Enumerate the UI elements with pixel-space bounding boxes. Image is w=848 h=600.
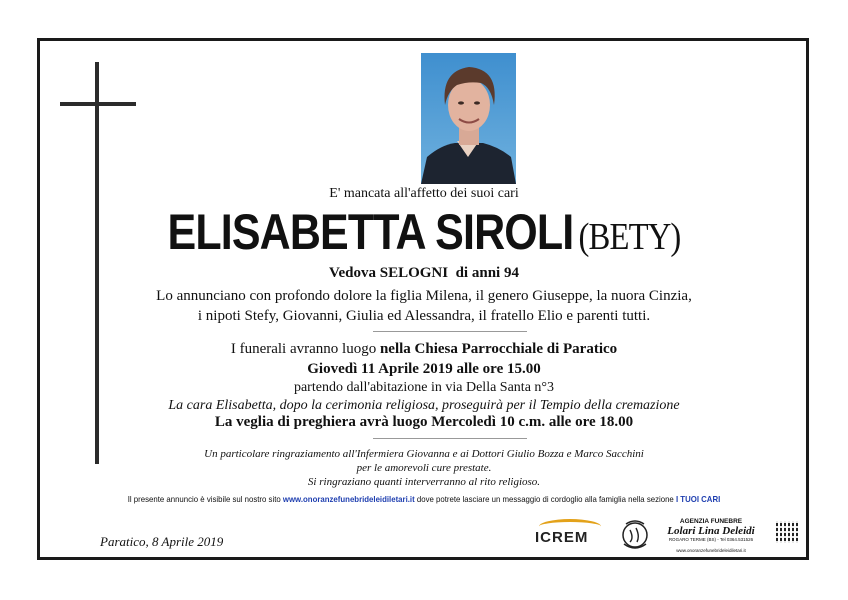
notice-prefix: Il presente annuncio è visibile sul nostro sito (127, 494, 283, 504)
funeral-departure: partendo dall'abitazione in via Della Santa n°3 (293, 380, 555, 395)
cross-horizontal-bar (60, 102, 136, 106)
agency-block (655, 518, 767, 542)
section-link[interactable]: I TUOI CARI (675, 494, 721, 504)
funeral-line-1 (0, 341, 848, 358)
website-link[interactable]: www.onoranzefunebrideleidiletari.it (282, 494, 415, 504)
deceased-full-name: ELISABETTA SIROLI (167, 204, 574, 260)
divider-top (373, 331, 527, 332)
thanks-line-3: Si ringraziano quanti interverranno al rito religioso. (307, 476, 541, 488)
cremation-note: La cara Elisabetta, dopo la cerimonia religiosa, proseguirà per il Tempio della cremazione (168, 398, 680, 413)
website-notice (34, 494, 814, 504)
agency-name: Lolari Lina Deleidi (667, 525, 755, 537)
icrem-logo-text: ICREM (535, 529, 589, 546)
agency-label: AGENZIA FUNEBRE (679, 518, 743, 525)
qr-code-pattern (776, 521, 798, 543)
notice-middle: dove potrete lasciare un messaggio di cordoglio alla famiglia nella sezione (414, 494, 676, 504)
thanks-line-2: per le amorevoli cure prestate. (356, 462, 492, 474)
portrait-figure (421, 53, 516, 184)
announcement-line-2: i nipoti Stefy, Giovanni, Giulia ed Alessandra, il fratello Elio e parenti tutti. (197, 308, 651, 324)
funeral-prefix: I funerali avranno luogo (230, 341, 380, 357)
deceased-nickname: (BETY) (578, 216, 681, 258)
funeral-place: nella Chiesa Parrocchiale di Paratico (379, 341, 618, 357)
portrait-photo (421, 53, 516, 184)
thanks-line-1: Un particolare ringraziamento all'Infermiera Giovanna e ai Dottori Giulio Bozza e Marco Sacchini (204, 448, 644, 460)
agency-emblem-icon (620, 518, 650, 552)
divider-bottom (373, 438, 527, 439)
announcement-line-1: Lo annunciano con profondo dolore la figlia Milena, il genero Giuseppe, la nuora Cinzia, (156, 288, 692, 304)
funeral-date: Giovedì 11 Aprile 2019 alle ore 15.00 (307, 361, 541, 377)
place-date: Paratico, 8 Aprile 2019 (100, 534, 224, 549)
intro-text: E' mancata all'affetto dei suoi cari (329, 186, 519, 201)
icrem-logo (529, 519, 611, 549)
qr-code-icon (776, 521, 798, 543)
agency-address: ROGARO TERME (BS) - Tel 0364.531526 (668, 537, 754, 542)
deceased-name (59, 202, 788, 267)
agency-site-block (655, 548, 767, 553)
vigil-note: La veglia di preghiera avrà luogo Mercoledì 10 c.m. alle ore 18.00 (214, 414, 634, 430)
widow-age-line: Vedova SELOGNI di anni 94 (329, 265, 519, 281)
agency-site[interactable]: www.onoranzefunebrideleidiletari.it (676, 548, 746, 553)
